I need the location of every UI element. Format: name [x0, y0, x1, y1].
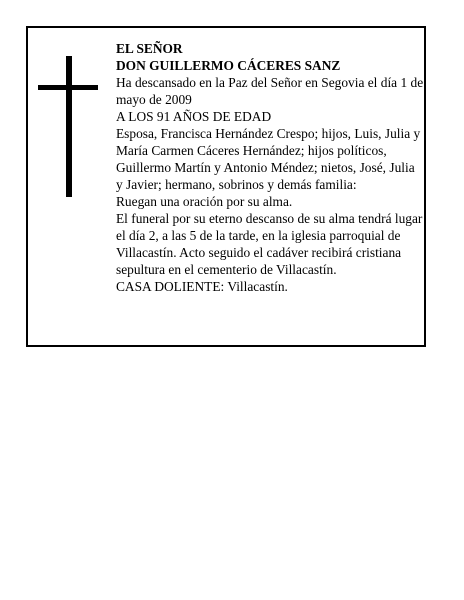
prayer-request-text: Ruegan una oración por su alma. — [116, 194, 293, 209]
funeral-text: El funeral por su eterno descanso de su alma tendrá lugar el día 2, a las 5 de la tarde, en la iglesia parroquial de Villacastín. Acto seguido el cadáver recibirá cristiana sepultura en el cementerio de Villacastín. — [116, 211, 423, 277]
obituary-heading: EL SEÑOR — [116, 41, 183, 56]
family-text: Esposa, Francisca Hernández Crespo; hijos, Luis, Julia y María Carmen Cáceres Hernández; hijos políticos, Guillermo Martín y Antonio Méndez; nietos, José, Julia y Javier; hermano, sobrinos y demás familia: — [116, 126, 421, 192]
obituary-text — [116, 40, 424, 295]
obituary-notice — [26, 26, 426, 347]
cross-vertical-bar — [66, 56, 72, 197]
mourning-house-text: CASA DOLIENTE: Villacastín. — [116, 279, 288, 294]
deceased-name: DON GUILLERMO CÁCERES SANZ — [116, 58, 341, 73]
age-text: A LOS 91 AÑOS DE EDAD — [116, 109, 272, 124]
cross-horizontal-bar — [38, 85, 98, 90]
death-notice-text: Ha descansado en la Paz del Señor en Segovia el día 1 de mayo de 2009 — [116, 75, 424, 107]
